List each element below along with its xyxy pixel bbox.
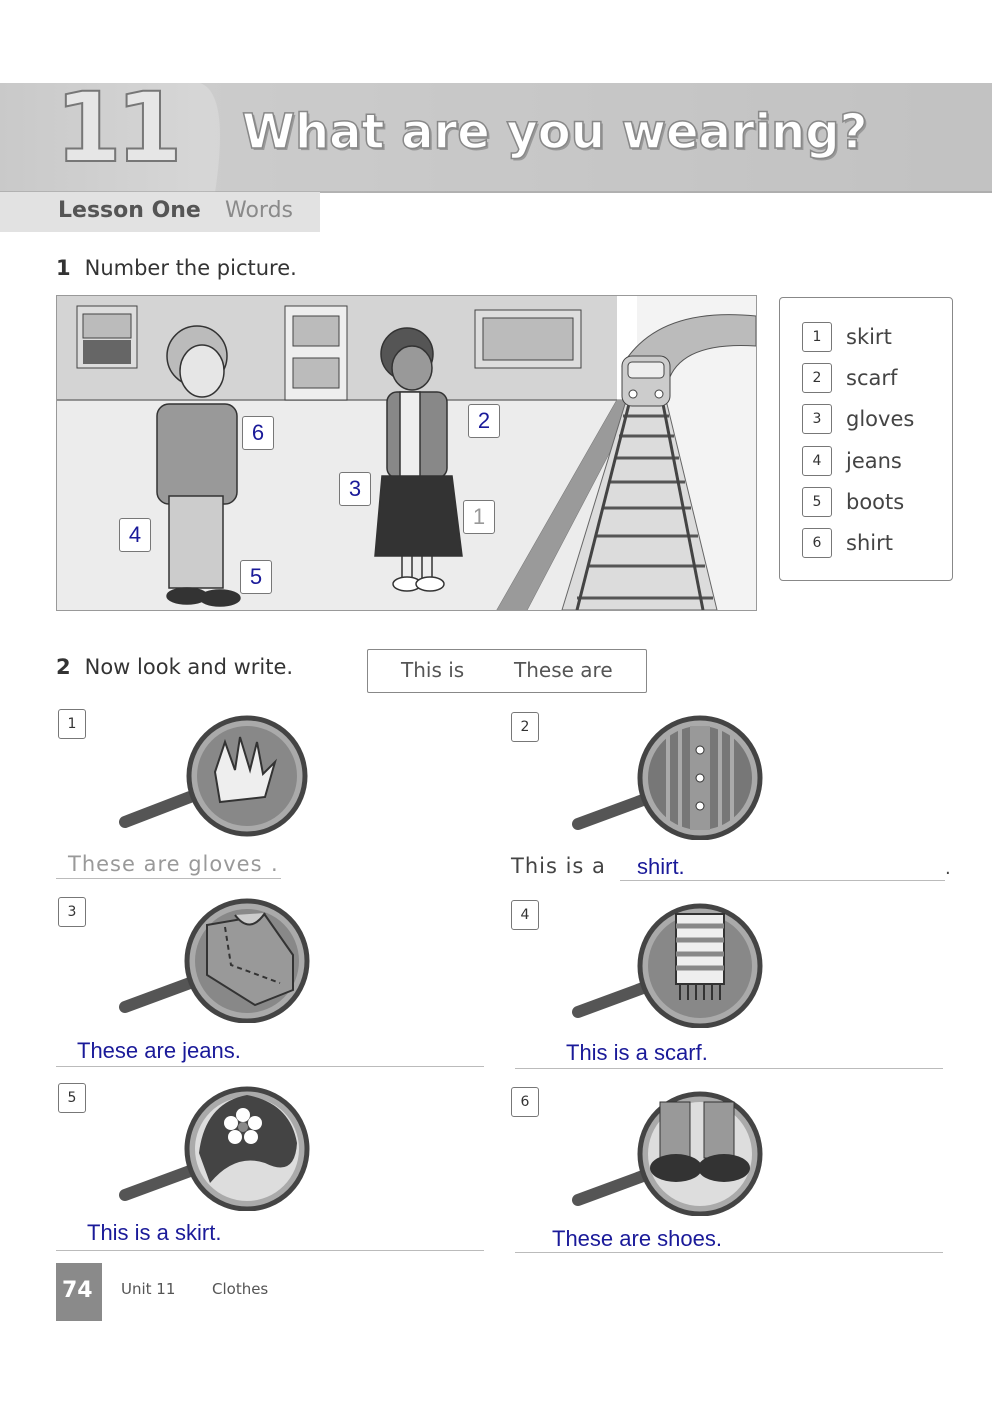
- exercise-2-heading: [56, 655, 293, 679]
- item-6-number: 6: [511, 1087, 539, 1117]
- item-5-number: 5: [58, 1083, 86, 1113]
- item-3-answer[interactable]: These are jeans.: [77, 1038, 241, 1063]
- word-number: 5: [802, 487, 832, 517]
- word-label: gloves: [846, 407, 915, 431]
- word-label: skirt: [846, 325, 892, 349]
- magnifier-gloves-icon: [115, 712, 315, 840]
- exercise-2-instruction: Now look and write.: [84, 655, 294, 679]
- word-label: scarf: [846, 366, 898, 390]
- picture-label-gloves[interactable]: 3: [339, 472, 371, 506]
- word-number: 1: [802, 322, 832, 352]
- item-3-answer-line: [56, 1066, 484, 1067]
- lesson-label: Lesson One: [58, 198, 201, 223]
- magnifier-skirt-icon: [115, 1083, 315, 1211]
- item-3-number: 3: [58, 897, 86, 927]
- exercise-1-number: 1: [56, 256, 71, 280]
- picture-label-scarf[interactable]: 2: [468, 404, 500, 438]
- choice-these-are: These are: [514, 658, 613, 682]
- page-title: What are you wearing?: [242, 104, 868, 160]
- item-4-answer[interactable]: This is a scarf.: [566, 1040, 708, 1065]
- unit-number: 11: [55, 72, 177, 184]
- item-2-prompt: This is a: [511, 854, 606, 878]
- magnifier-shirt-icon: [568, 712, 768, 840]
- word-number: 3: [802, 404, 832, 434]
- item-5-answer-line: [56, 1250, 484, 1251]
- picture-label-skirt[interactable]: 1: [463, 500, 495, 534]
- item-4-number: 4: [511, 900, 539, 930]
- item-1-number: 1: [58, 709, 86, 739]
- magnifier-jeans-icon: [115, 895, 315, 1023]
- item-1-answer-line: [56, 878, 281, 879]
- scene-picture: [56, 295, 757, 611]
- item-1-end-mark: .: [271, 852, 278, 876]
- item-2-answer-line: [620, 880, 945, 881]
- item-2-answer[interactable]: shirt.: [637, 854, 685, 879]
- item-2-number: 2: [511, 712, 539, 742]
- magnifier-shoes-icon: [568, 1088, 768, 1216]
- word-label: shirt: [846, 531, 893, 555]
- word-number: 6: [802, 528, 832, 558]
- exercise-2-number: 2: [56, 655, 71, 679]
- lesson-subtitle: Words: [225, 198, 294, 223]
- exercise-1-heading: [56, 256, 297, 280]
- item-2-end-mark: .: [945, 858, 951, 879]
- footer-topic-label: Clothes: [212, 1280, 269, 1298]
- phrase-choice-box: [367, 649, 647, 693]
- choice-this-is: This is: [401, 658, 465, 682]
- picture-label-shirt[interactable]: 6: [242, 416, 274, 450]
- word-label: boots: [846, 490, 905, 514]
- item-4-answer-line: [515, 1068, 943, 1069]
- station-scene-illustration: [57, 296, 756, 610]
- word-number: 4: [802, 446, 832, 476]
- picture-label-boots[interactable]: 5: [240, 560, 272, 594]
- item-1-model-sentence: These are gloves: [68, 852, 263, 876]
- item-6-answer-line: [515, 1252, 943, 1253]
- exercise-1-instruction: Number the picture.: [84, 256, 297, 280]
- magnifier-scarf-icon: [568, 900, 768, 1028]
- word-label: jeans: [846, 449, 902, 473]
- footer-unit-label: Unit 11: [121, 1280, 176, 1298]
- word-bank: [779, 297, 953, 581]
- item-6-answer[interactable]: These are shoes.: [552, 1226, 722, 1251]
- word-number: 2: [802, 363, 832, 393]
- page-number: 74: [62, 1278, 93, 1303]
- item-5-answer[interactable]: This is a skirt.: [87, 1220, 222, 1245]
- picture-label-jeans[interactable]: 4: [119, 518, 151, 552]
